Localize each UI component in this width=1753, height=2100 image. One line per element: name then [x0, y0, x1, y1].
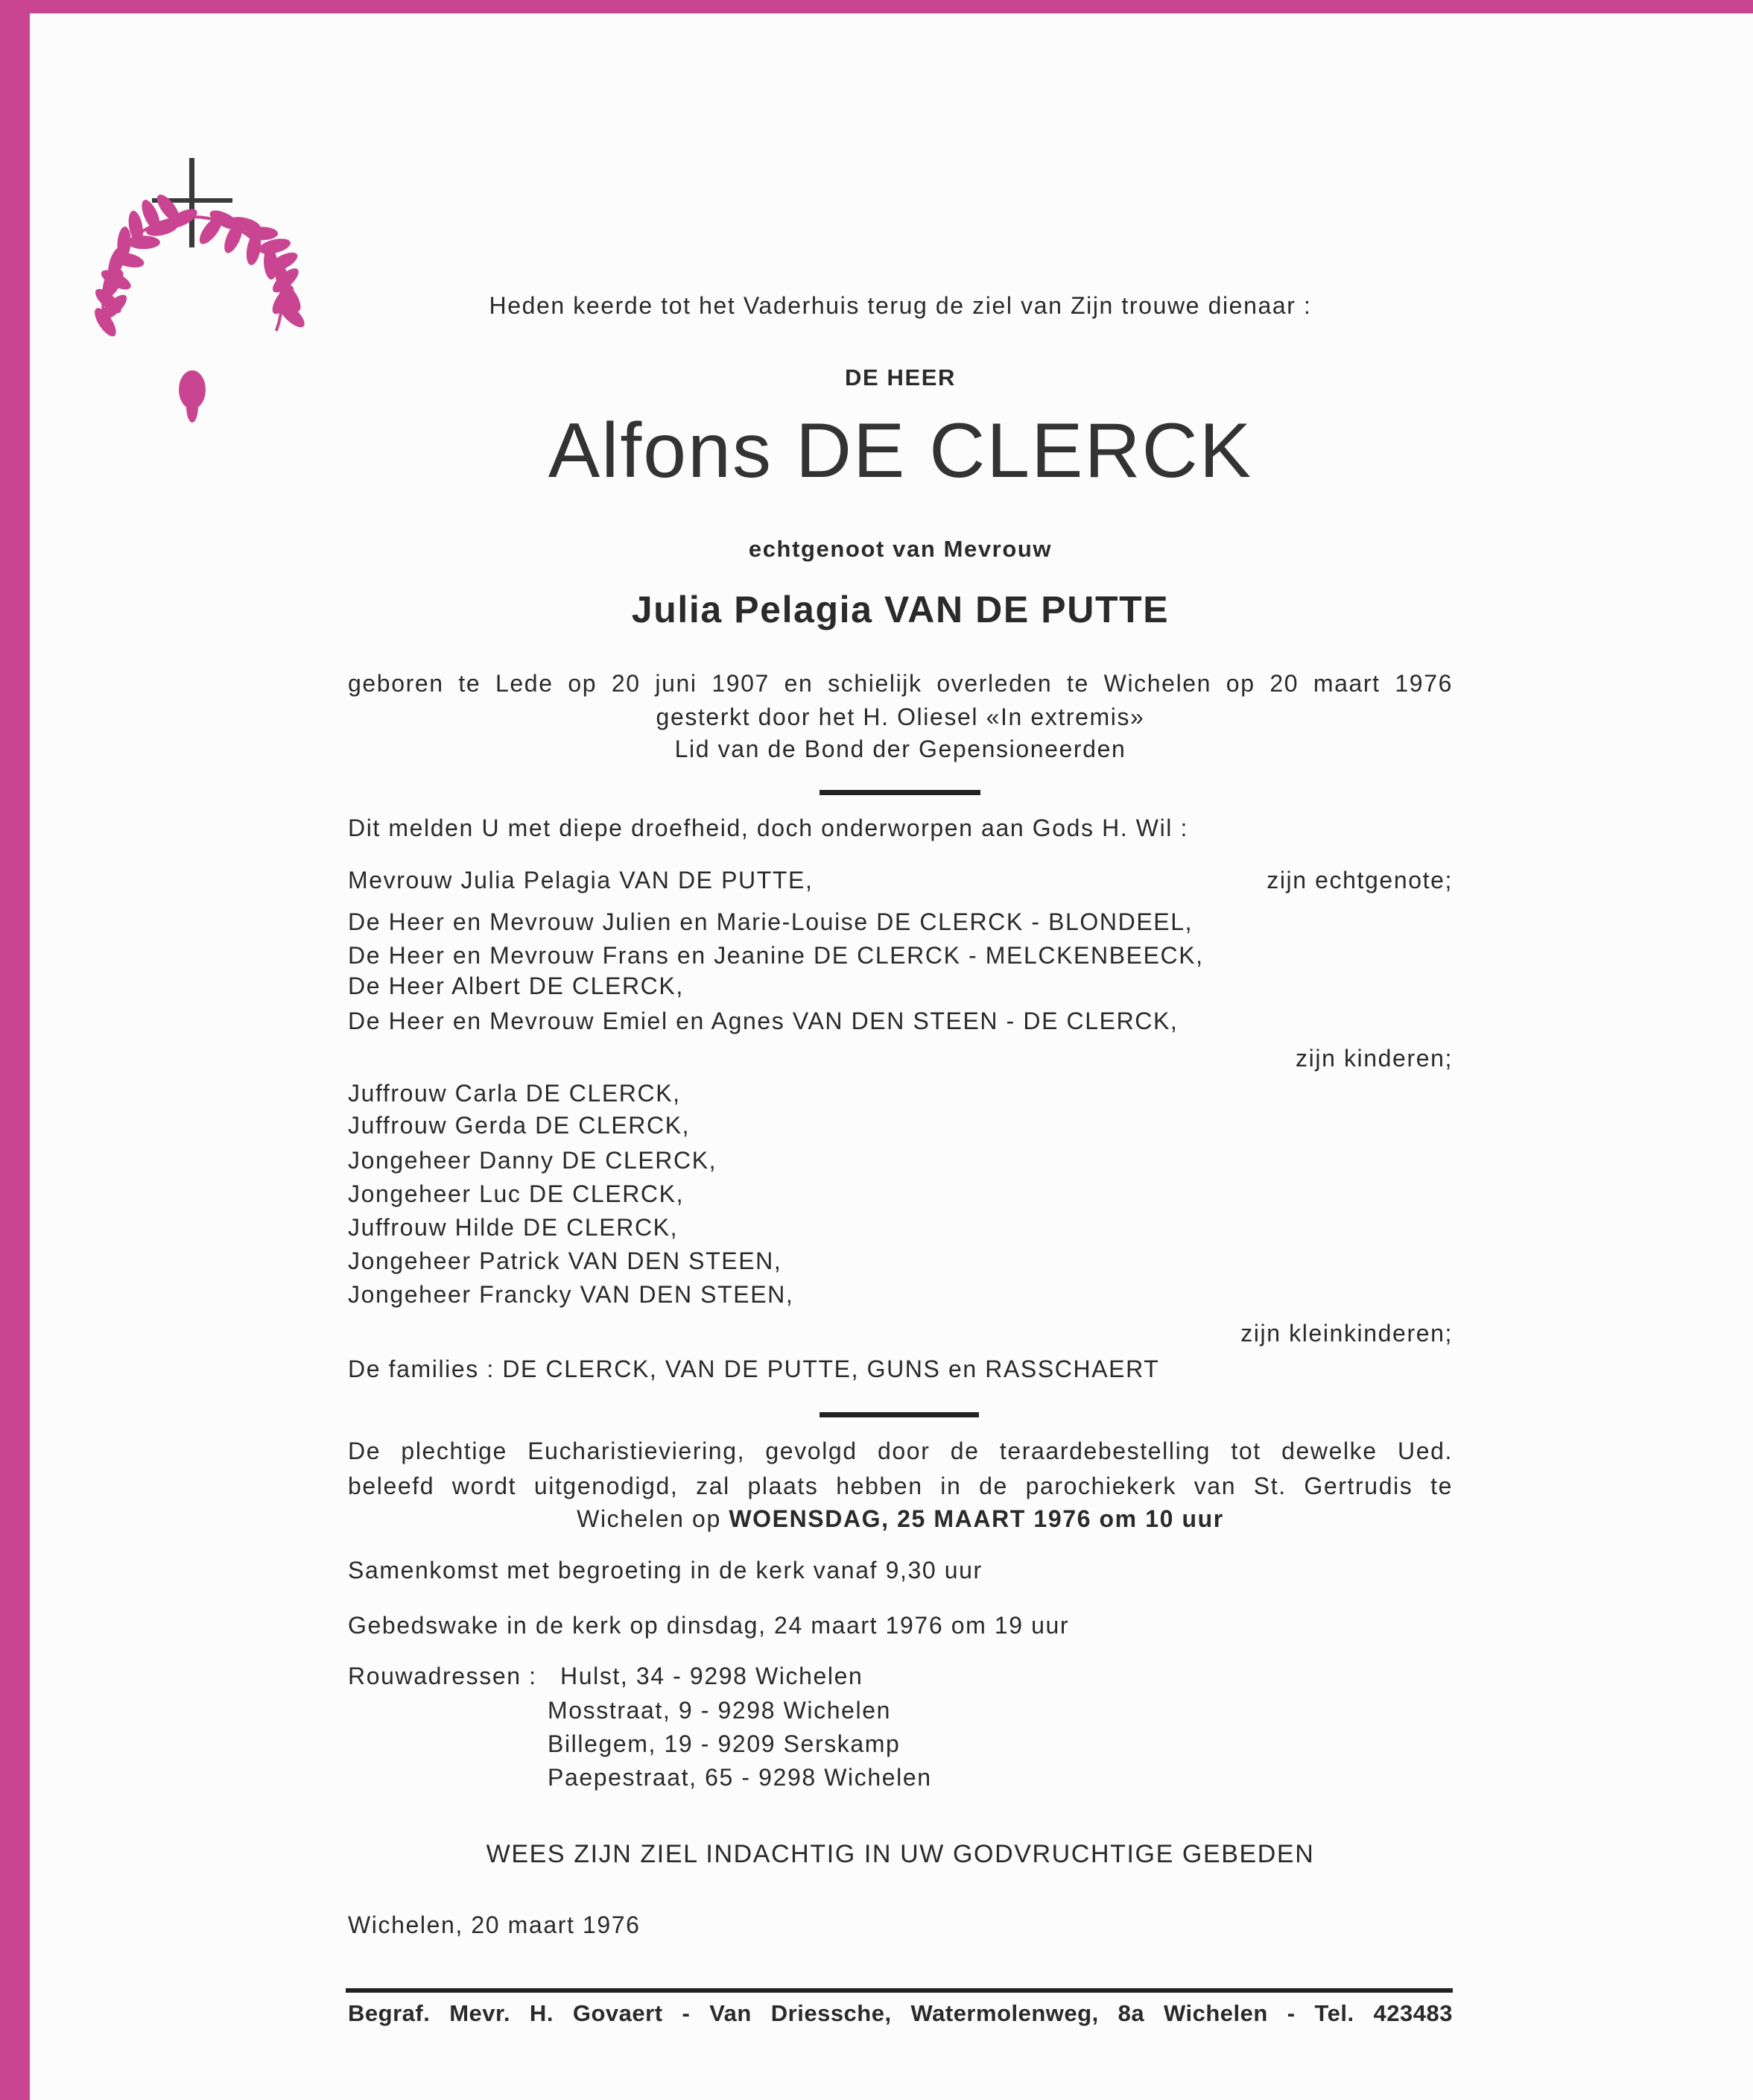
address-entry: Hulst, 34 - 9298 Wichelen	[560, 1663, 863, 1689]
wreath-leaf	[127, 235, 160, 249]
address-entry: Billegem, 19 - 9209 Serskamp	[548, 1730, 901, 1757]
spouse-entry	[348, 865, 1453, 895]
page-border-left	[0, 0, 30, 2100]
grandchildren-relation-row	[348, 1318, 1453, 1348]
birth-line: geboren te Lede op 20 juni 1907 en schielijk overleden te Wichelen op 20 maart 1976	[348, 670, 1453, 697]
grandchildren-relation: zijn kleinkinderen;	[1240, 1320, 1453, 1347]
child-entry: De Heer en Mevrouw Frans en Jeanine DE CLERCK - MELCKENBEECK,	[348, 942, 1204, 969]
spouse-entry-relation: zijn echtgenote;	[1267, 867, 1453, 894]
deceased-name: Alfons DE CLERCK	[548, 408, 1253, 494]
families-line: De families : DE CLERCK, VAN DE PUTTE, GUNS en RASSCHAERT	[348, 1356, 1160, 1382]
spouse-name: Julia Pelagia VAN DE PUTTE	[631, 589, 1170, 630]
child-entry: De Heer en Mevrouw Emiel en Agnes VAN DEN STEEN - DE CLERCK,	[348, 1008, 1179, 1034]
child-entry: De Heer Albert DE CLERCK,	[348, 972, 684, 999]
children-relation-row	[348, 1043, 1453, 1073]
grandchild-entry: Juffrouw Gerda DE CLERCK,	[348, 1112, 691, 1139]
divider	[820, 790, 980, 795]
place-date: Wichelen, 20 maart 1976	[348, 1911, 641, 1938]
member-line: Lid van de Bond der Gepensioneerden	[674, 736, 1126, 762]
spouse-prefix: echtgenoot van Mevrouw	[748, 536, 1053, 562]
service-line-3	[348, 1504, 1453, 1534]
divider	[820, 1412, 979, 1417]
spouse-entry-name: Mevrouw Julia Pelagia VAN DE PUTTE,	[348, 867, 814, 894]
service-line-2: beleefd wordt uitgenodigd, zal plaats hebben in de parochiekerk van St. Gertrudis te	[348, 1473, 1453, 1499]
service-place: Wichelen op	[577, 1505, 729, 1532]
grandchild-entry: Jongeheer Luc DE CLERCK,	[348, 1180, 685, 1207]
addresses-label: Rouwadressen :	[348, 1663, 537, 1689]
page-border-top	[0, 0, 1753, 13]
children-relation: zijn kinderen;	[1296, 1045, 1453, 1072]
grandchild-entry: Jongeheer Danny DE CLERCK,	[348, 1147, 717, 1174]
gathering-line: Samenkomst met begroeting in de kerk vanaf 9,30 uur	[348, 1557, 983, 1584]
wreath-leaf	[186, 390, 198, 423]
service-line-1: De plechtige Eucharistieviering, gevolgd door de teraardebestelling tot dewelke Ued.	[348, 1438, 1453, 1464]
announcement: Dit melden U met diepe droefheid, doch onderworpen aan Gods H. Wil :	[348, 815, 1189, 841]
grandchild-entry: Jongeheer Patrick VAN DEN STEEN,	[348, 1247, 782, 1274]
service-date: WOENSDAG, 25 MAART 1976 om 10 uur	[729, 1505, 1224, 1532]
cross-wreath-icon	[75, 142, 320, 440]
title-prefix: DE HEER	[844, 364, 956, 390]
grandchild-entry: Juffrouw Hilde DE CLERCK,	[348, 1214, 679, 1241]
grandchild-entry: Juffrouw Carla DE CLERCK,	[348, 1080, 681, 1107]
laurel-wreath-icon	[91, 191, 308, 423]
prayer-line: WEES ZIJN ZIEL INDACHTIG IN UW GODVRUCHTIGE GEBEDEN	[486, 1840, 1315, 1868]
grandchild-entry: Jongeheer Francky VAN DEN STEEN,	[348, 1281, 794, 1308]
sacrament-line: gesterkt door het H. Oliesel «In extremis»	[656, 703, 1145, 730]
undertaker-footer: Begraf. Mevr. H. Govaert - Van Driessche, Watermolenweg, 8a Wichelen - Tel. 423483	[348, 2000, 1453, 2026]
address-entry: Paepestraat, 65 - 9298 Wichelen	[548, 1764, 932, 1791]
child-entry: De Heer en Mevrouw Julien en Marie-Louise DE CLERCK - BLONDEEL,	[348, 908, 1194, 935]
address-entry: Mosstraat, 9 - 9298 Wichelen	[548, 1697, 891, 1724]
intro-line: Heden keerde tot het Vaderhuis terug de ziel van Zijn trouwe dienaar :	[489, 292, 1312, 319]
footer-rule	[346, 1988, 1453, 1993]
vigil-line: Gebedswake in de kerk op dinsdag, 24 maart 1976 om 19 uur	[348, 1612, 1070, 1639]
